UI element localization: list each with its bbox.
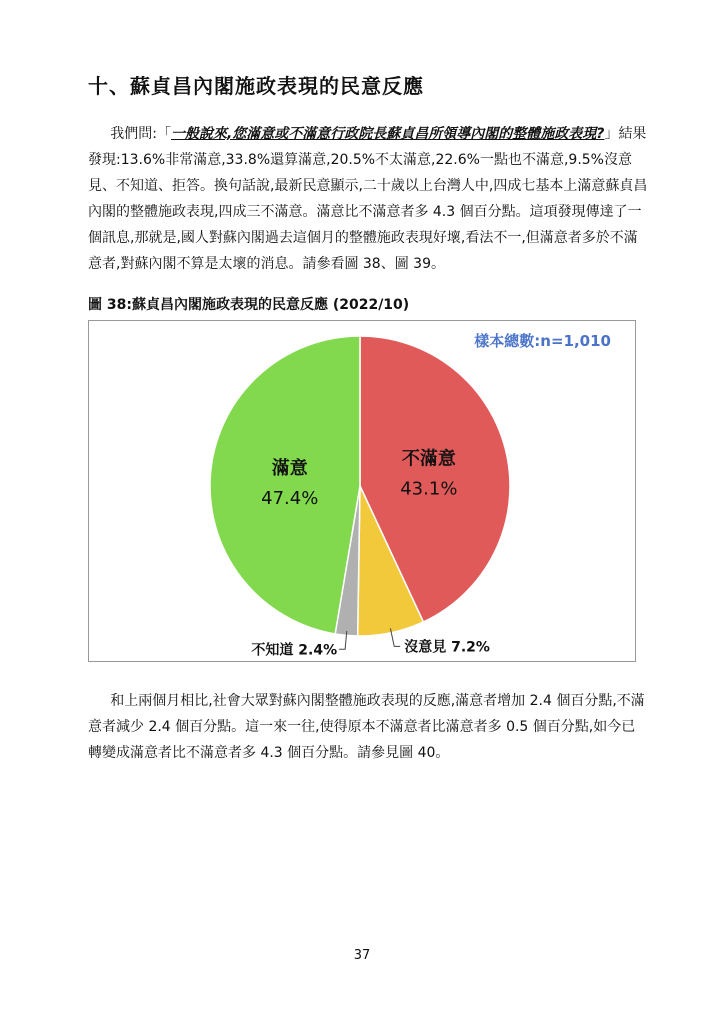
page-number: 37 (353, 948, 371, 963)
slice-label-3: 滿意 (271, 458, 308, 480)
results-text: 結果發現:13.6%非常滿意,33.8%還算滿意,20.5%不太滿意,22.6%一點也不滿意,9.5%沒意見、不知道、拒答。換句話說,最新民意顯示,二十歲以上台灣人中,四成七基本上滿意蘇貞昌內閣的整體施政表現,四成三不滿意。滿意比不滿意者多 4.3 個百分點。這項發現傳達了一個訊息,那就是,國人對蘇內閣過去這個月的整體施政表現好壞,看法不一,但滿意者多於不滿意者,對蘇內閣不算是太壞的消息。請參看圖 38、圖 39。 (88, 126, 648, 272)
pie-chart (89, 321, 635, 661)
survey-question: 一般說來,您滿意或不滿意行政院長蘇貞昌所領導內閣的整體施政表現? (170, 126, 605, 142)
slice-value-3: 47.4% (261, 488, 319, 510)
comparison-text: 和上兩個月相比,社會大眾對蘇內閣整體施政表現的反應,滿意者增加 2.4 個百分點,不滿意者減少 2.4 個百分點。這一來一往,使得原本不滿意者比滿意者多 0.5 個百分點,如今已轉變成滿意者比不滿意者多 4.3 個百分點。請參見圖 40。 (88, 693, 645, 761)
slice-value-0: 43.1% (400, 478, 458, 500)
pie-slice-3 (210, 336, 360, 634)
slice-label-0: 不滿意 (401, 448, 456, 470)
question-lead: 我們問:「 (110, 126, 171, 142)
paragraph-comparison (88, 688, 648, 766)
slice-callout-1: 沒意見 7.2% (404, 639, 490, 656)
figure-caption: 圖 38:蘇貞昌內閣施政表現的民意反應 (2022/10) (88, 297, 410, 313)
slice-callout-2: 不知道 2.4% (251, 642, 338, 659)
paragraph-survey-results (88, 121, 648, 277)
question-close: 」 (604, 126, 619, 142)
sample-size-note: 樣本總數:n=1,010 (474, 332, 611, 350)
pie-chart-frame (88, 320, 636, 662)
section-title: 十、蘇貞昌內閣施政表現的民意反應 (88, 74, 424, 98)
